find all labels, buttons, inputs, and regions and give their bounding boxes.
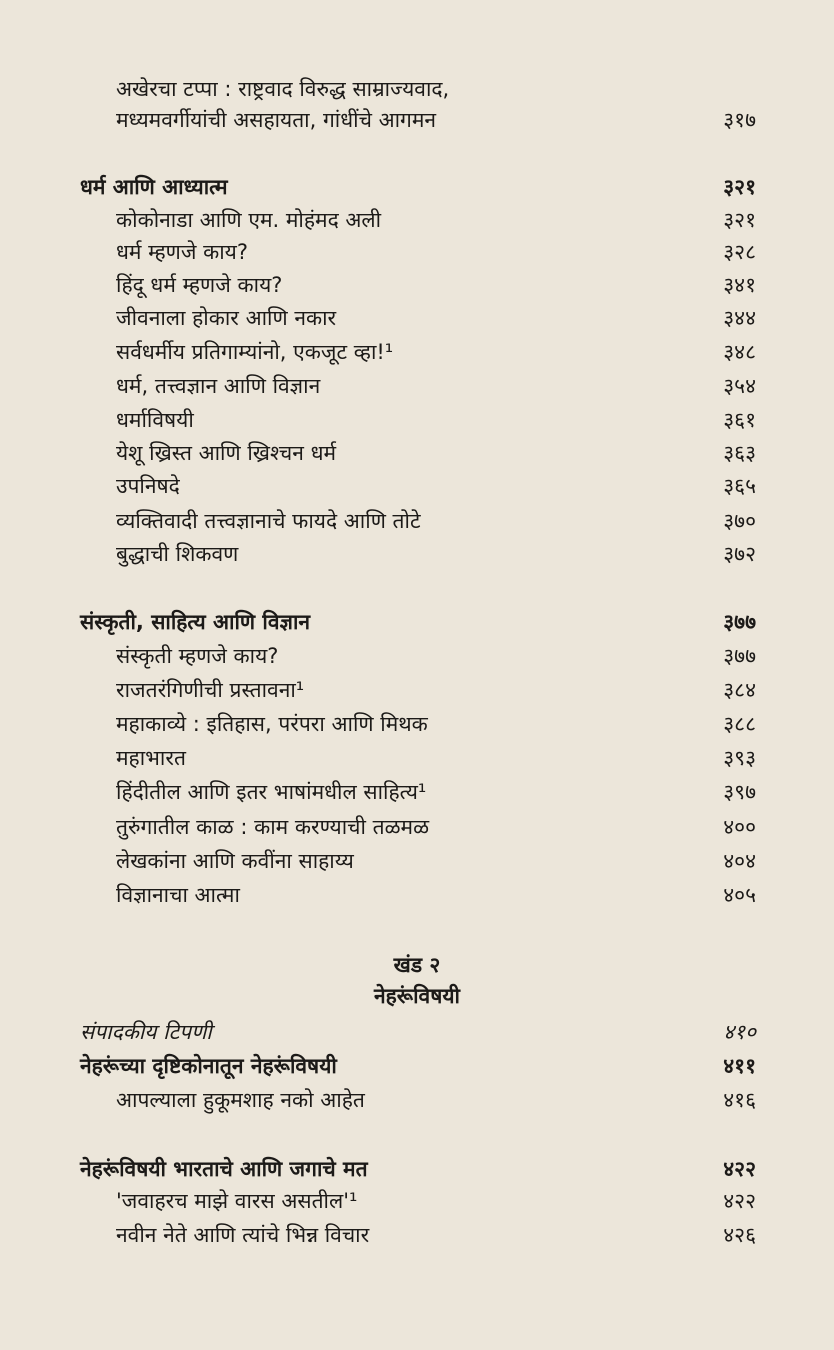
toc-entry: [0, 269, 834, 301]
toc-entry: [0, 104, 834, 136]
entry-title: हिंदीतील आणि इतर भाषांमधील साहित्य¹: [116, 780, 427, 804]
toc-entry: [0, 845, 834, 877]
toc-entry: [0, 1185, 834, 1217]
entry-title: राजतरंगिणीची प्रस्तावना¹: [116, 678, 305, 702]
entry-title: व्यक्तिवादी तत्त्वज्ञानाचे फायदे आणि तोटे: [116, 509, 421, 533]
entry-page: ३५४: [723, 374, 756, 398]
section-page: ३२१: [723, 175, 756, 199]
entry-page: ३४१: [723, 273, 756, 297]
entry-page: ४१०: [723, 1020, 756, 1044]
entry-title: बुद्धाची शिकवण: [116, 542, 239, 566]
entry-page: ३९३: [723, 746, 756, 770]
entry-page: ३४८: [723, 340, 756, 364]
section-title: धर्म आणि आध्यात्म: [80, 175, 228, 199]
entry-page: ४२२: [723, 1189, 756, 1213]
entry-title: आपल्याला हुकूमशाह नको आहेत: [116, 1088, 365, 1112]
entry-page: ४००: [723, 815, 756, 839]
toc-entry: [0, 470, 834, 502]
entry-title: संपादकीय टिपणी: [80, 1020, 212, 1044]
entry-page: ३१७: [723, 108, 756, 132]
section-heading: [0, 1050, 834, 1082]
entry-title: सर्वधर्मीय प्रतिगाम्यांनो, एकजूट व्हा!¹: [116, 340, 394, 364]
entry-page: ३६३: [723, 441, 756, 465]
toc-entry: [0, 437, 834, 469]
section-heading: [0, 1153, 834, 1185]
entry-title: धर्म म्हणजे काय?: [116, 240, 248, 264]
entry-page: ३७२: [723, 542, 756, 566]
entry-title: धर्म, तत्त्वज्ञान आणि विज्ञान: [116, 374, 321, 398]
toc-entry: [0, 776, 834, 808]
toc-entry: [0, 505, 834, 537]
entry-title: संस्कृती म्हणजे काय?: [116, 644, 279, 668]
entry-title: येशू ख्रिस्त आणि ख्रिश्चन धर्म: [116, 441, 337, 465]
entry-title: अखेरचा टप्पा : राष्ट्रवाद विरुद्ध साम्राज्यवाद,: [116, 77, 450, 101]
section-heading: [0, 171, 834, 203]
toc-entry: [0, 674, 834, 706]
entry-title: जीवनाला होकार आणि नकार: [116, 306, 337, 330]
entry-title: धर्माविषयी: [116, 408, 194, 432]
toc-entry: [0, 204, 834, 236]
section-page: ३७७: [723, 610, 756, 634]
editorial-note-entry: [0, 1016, 834, 1048]
toc-entry: [0, 1219, 834, 1251]
toc-entry: [0, 370, 834, 402]
entry-page: ४०४: [723, 849, 756, 873]
entry-page: ३४४: [723, 306, 756, 330]
toc-entry: [0, 879, 834, 911]
entry-title: उपनिषदे: [116, 474, 180, 498]
toc-entry: [0, 302, 834, 334]
entry-page: ४२६: [723, 1223, 756, 1247]
entry-page: ३९७: [723, 780, 756, 804]
toc-entry: [0, 73, 834, 105]
part-title: नेहरूंविषयी: [374, 984, 460, 1008]
section-title: संस्कृती, साहित्य आणि विज्ञान: [80, 610, 311, 634]
entry-page: ४०५: [723, 883, 756, 907]
entry-title: महाभारत: [116, 746, 186, 770]
toc-entry: [0, 538, 834, 570]
entry-page: ३६१: [723, 408, 756, 432]
section-title: नेहरूंच्या दृष्टिकोनातून नेहरूंविषयी: [80, 1054, 337, 1078]
entry-title: मध्यमवर्गीयांची असहायता, गांधींचे आगमन: [116, 108, 437, 132]
toc-entry: [0, 236, 834, 268]
entry-title: 'जवाहरच माझे वारस असतील'¹: [116, 1189, 358, 1213]
entry-page: ३२८: [723, 240, 756, 264]
part-label: खंड २: [393, 953, 441, 977]
entry-title: नवीन नेते आणि त्यांचे भिन्न विचार: [116, 1223, 370, 1247]
entry-page: ३७०: [723, 509, 756, 533]
entry-title: हिंदू धर्म म्हणजे काय?: [116, 273, 283, 297]
entry-page: ४१६: [723, 1088, 756, 1112]
toc-entry: [0, 404, 834, 436]
toc-entry: [0, 708, 834, 740]
toc-entry: [0, 742, 834, 774]
entry-page: ३२१: [723, 208, 756, 232]
entry-title: लेखकांना आणि कवींना साहाय्य: [116, 849, 354, 873]
section-page: ४११: [723, 1054, 756, 1078]
toc-entry: [0, 336, 834, 368]
entry-page: ३६५: [723, 474, 756, 498]
entry-page: ३८८: [723, 712, 756, 736]
entry-title: तुरुंगातील काळ : काम करण्याची तळमळ: [116, 815, 430, 839]
entry-title: महाकाव्ये : इतिहास, परंपरा आणि मिथक: [116, 712, 428, 736]
entry-page: ३८४: [723, 678, 756, 702]
toc-entry: [0, 1084, 834, 1116]
entry-page: ३७७: [723, 644, 756, 668]
toc-entry: [0, 640, 834, 672]
section-page: ४२२: [723, 1157, 756, 1181]
section-title: नेहरूंविषयी भारताचे आणि जगाचे मत: [80, 1157, 368, 1181]
section-heading: [0, 606, 834, 638]
entry-title: विज्ञानाचा आत्मा: [116, 883, 240, 907]
toc-entry: [0, 811, 834, 843]
entry-title: कोकोनाडा आणि एम. मोहंमद अली: [116, 208, 382, 232]
